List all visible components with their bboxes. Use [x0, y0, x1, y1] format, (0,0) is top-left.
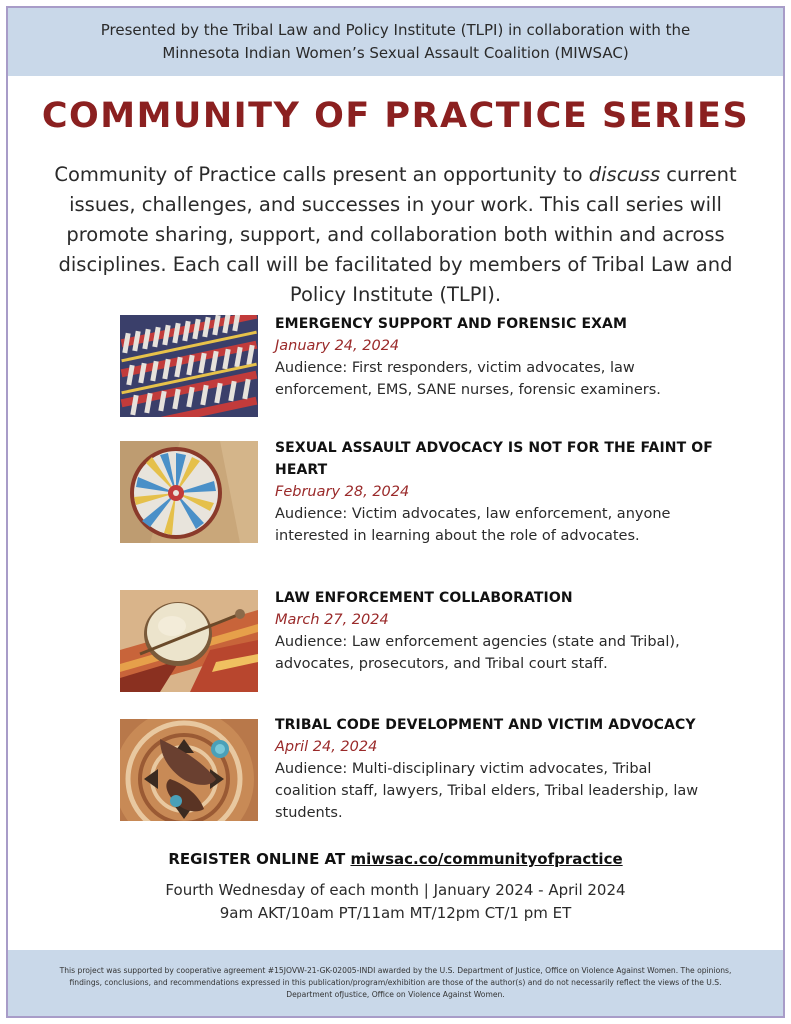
- basket-weaving-hands-image: [120, 719, 258, 821]
- session-title: LAW ENFORCEMENT COLLABORATION: [275, 590, 573, 606]
- session-date: April 24, 2024: [275, 739, 378, 755]
- presenter-line-1: Presented by the Tribal Law and Policy Institute (TLPI) in collaboration with the: [100, 21, 691, 39]
- session-details: [275, 714, 715, 824]
- session-audience: Audience: First responders, victim advocates, law enforcement, EMS, SANE nurses, forensic examiners.: [275, 360, 661, 398]
- session-audience: Audience: Victim advocates, law enforcement, anyone interested in learning about the role of advocates.: [275, 506, 671, 544]
- schedule-times: 9am AKT/10am PT/11am MT/12pm CT/1 pm ET: [219, 904, 572, 922]
- session-date: January 24, 2024: [275, 338, 400, 354]
- session-audience: Audience: Law enforcement agencies (state and Tribal), advocates, prosecutors, and Tribal court staff.: [275, 634, 680, 672]
- session-details: [275, 313, 715, 401]
- hand-drum-image: [120, 590, 258, 692]
- schedule-dates: Fourth Wednesday of each month | January 2024 - April 2024: [165, 881, 626, 899]
- presenter-line-2: Minnesota Indian Women’s Sexual Assault Coalition (MIWSAC): [162, 44, 629, 62]
- session-details: [275, 587, 715, 675]
- session-title: TRIBAL CODE DEVELOPMENT AND VICTIM ADVOCACY: [275, 717, 696, 733]
- intro-paragraph: [40, 160, 751, 310]
- presenter-banner: [8, 8, 783, 76]
- funding-disclaimer: [8, 950, 783, 1016]
- page-title: COMMUNITY OF PRACTICE SERIES: [41, 96, 750, 136]
- register-link[interactable]: miwsac.co/communityofpractice: [350, 850, 623, 868]
- session-details: [275, 437, 715, 547]
- beadwork-fringe-image: [120, 315, 258, 417]
- disclaimer-text: This project was supported by cooperative agreement #15JOVW-21-GK-02005-INDI awarded by the U.S. Department of Justice, Office on Violence Against Women. The opinions, findings, conclusions, and recommendations expressed in this publication/program/exhibition are those of the author(s) and do not necessarily reflect the views of the U.S. Department ofJustice, Office on Violence Against Women.: [59, 966, 732, 999]
- session-date: March 27, 2024: [275, 612, 389, 628]
- register-line: [0, 850, 791, 868]
- session-title: EMERGENCY SUPPORT AND FORENSIC EXAM: [275, 316, 627, 332]
- intro-text-after: current issues, challenges, and successes in your work. This call series will promote sharing, support, and collaboration both within and across disciplines. Each call will be facilitated by members of Tribal Law and Policy Institute (TLPI).: [58, 163, 737, 306]
- register-label: REGISTER ONLINE AT: [168, 850, 351, 868]
- beaded-medallion-image: [120, 441, 258, 543]
- session-date: February 28, 2024: [275, 484, 410, 500]
- session-audience: Audience: Multi-disciplinary victim advocates, Tribal coalition staff, lawyers, Tribal elders, Tribal leadership, law students.: [275, 761, 699, 821]
- intro-emphasis: discuss: [588, 163, 661, 186]
- intro-text-before: Community of Practice calls present an opportunity to: [54, 163, 589, 186]
- schedule-info: [0, 879, 791, 925]
- session-title: SEXUAL ASSAULT ADVOCACY IS NOT FOR THE FAINT OF HEART: [275, 440, 713, 478]
